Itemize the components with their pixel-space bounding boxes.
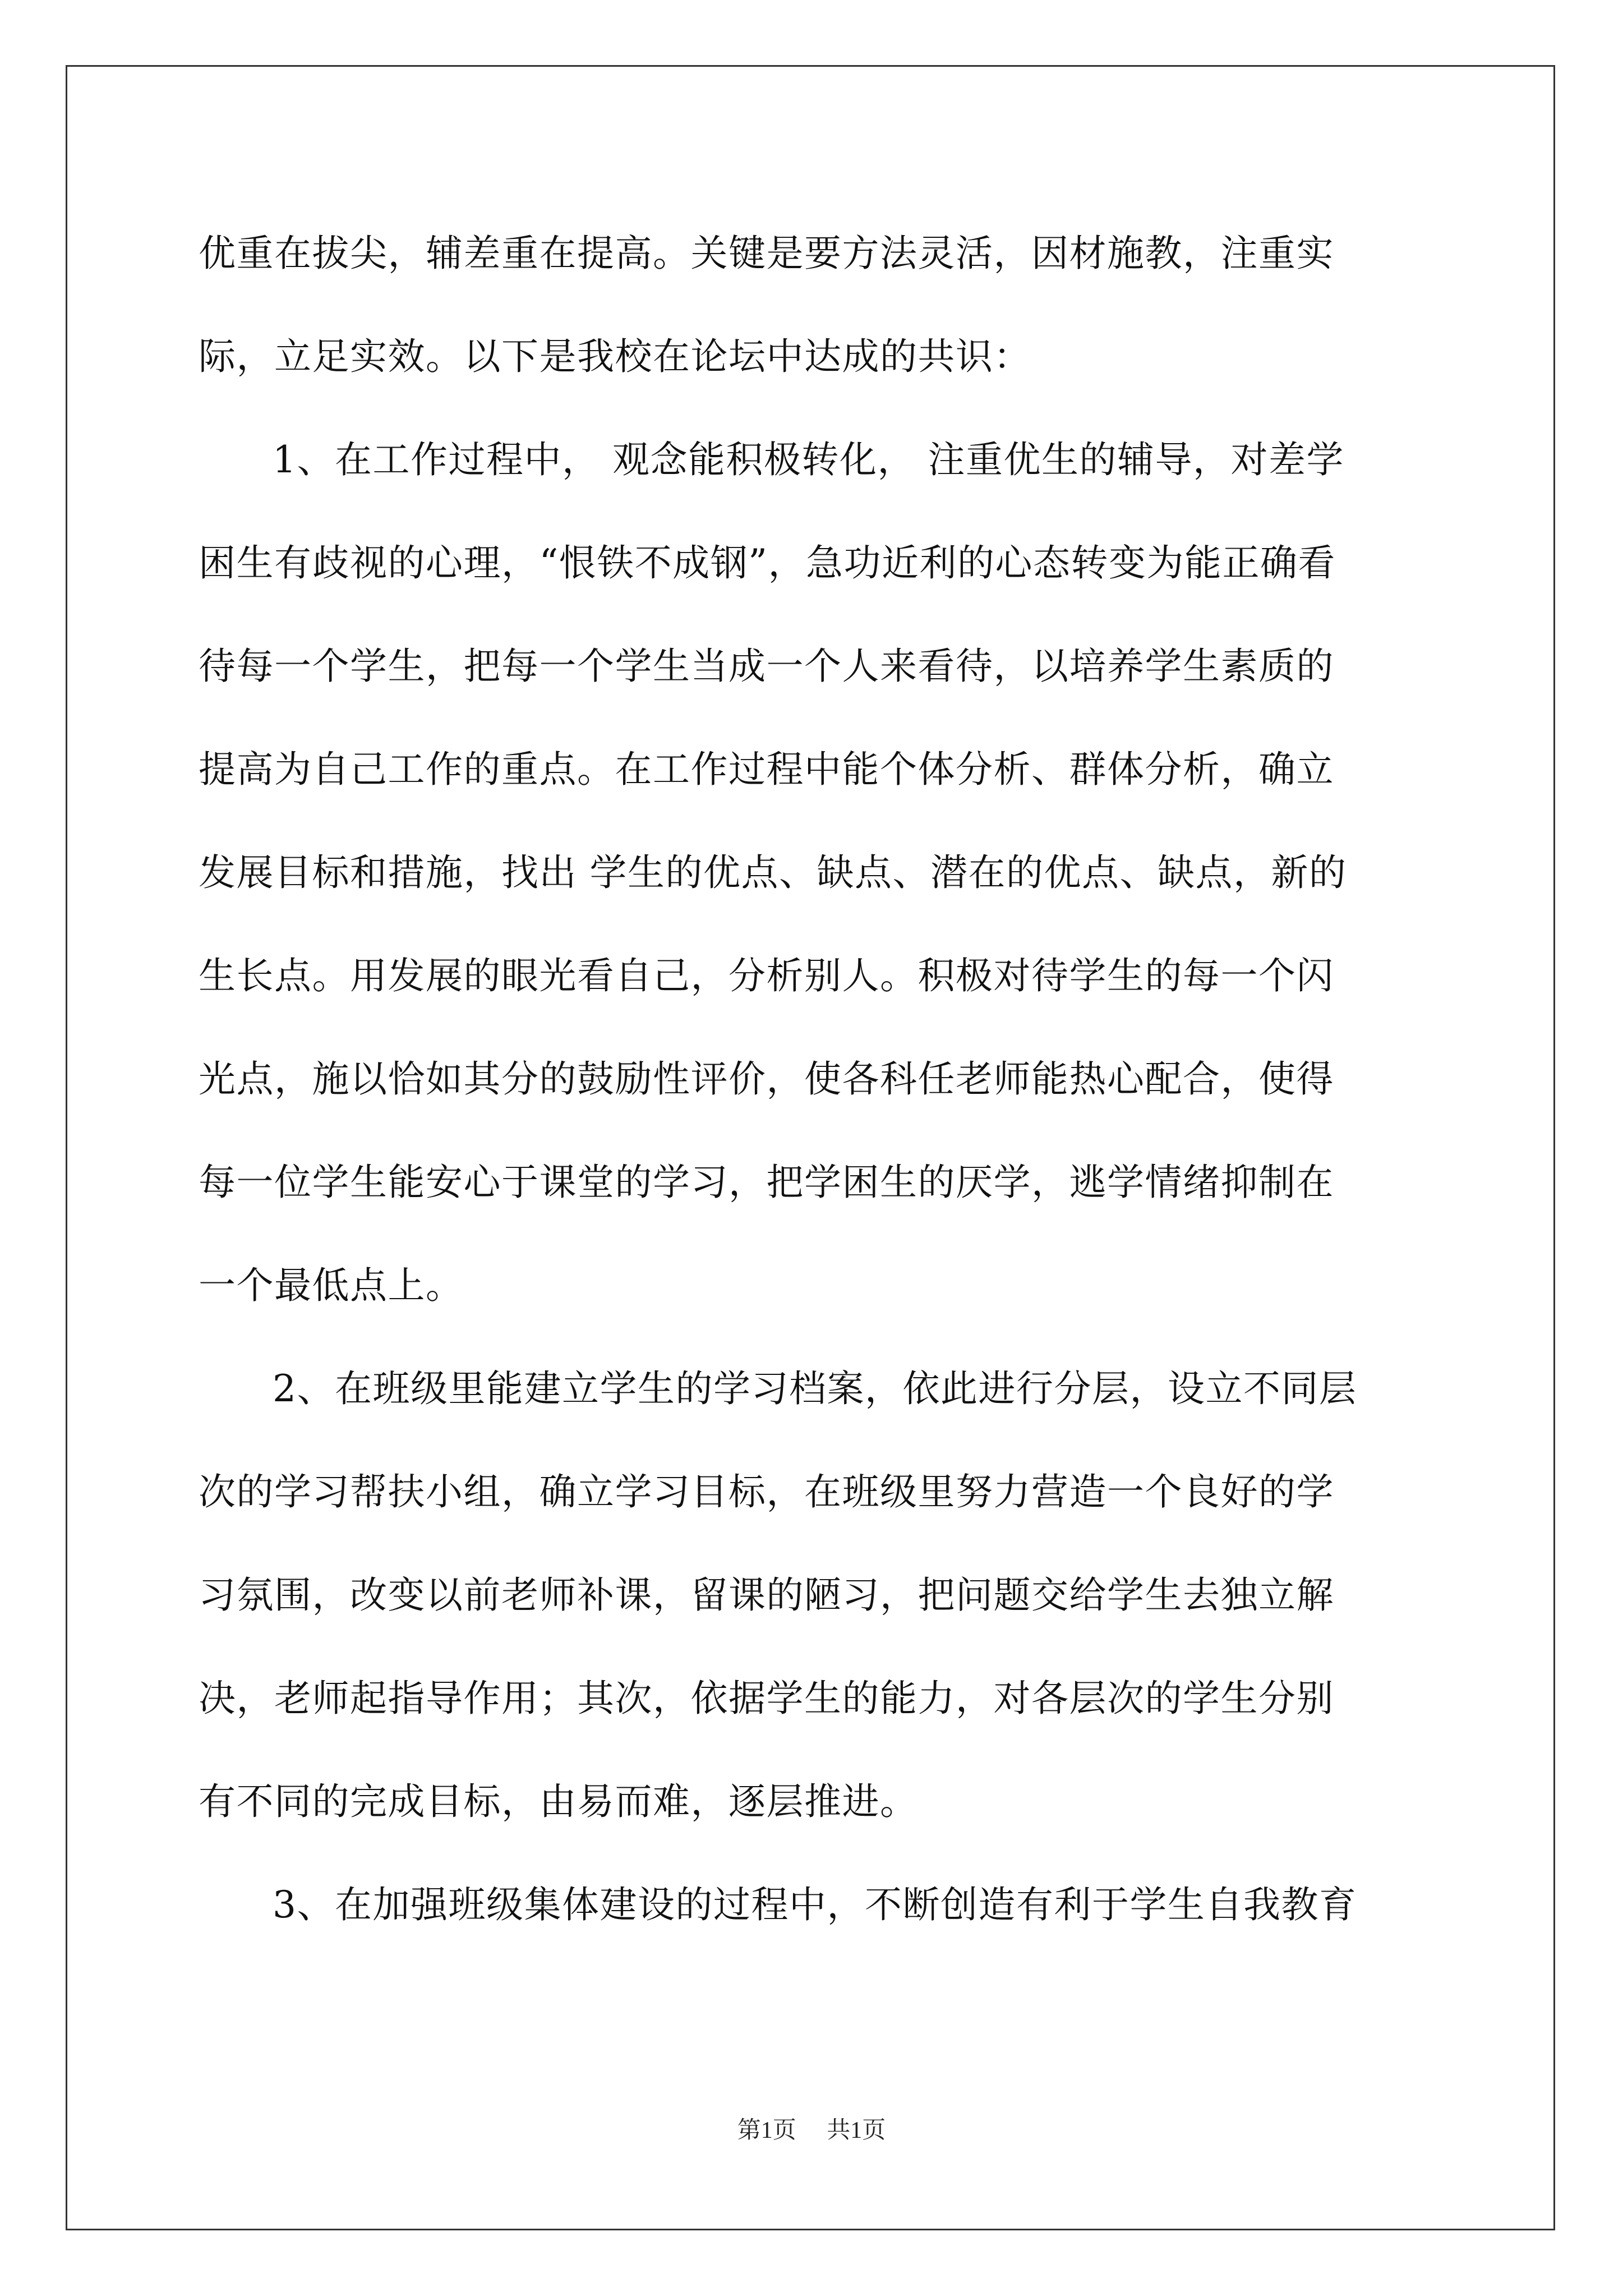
text-line: 际，立足实效。以下是我校在论坛中达成的共识： bbox=[199, 335, 1031, 378]
text-line: 有不同的完成目标，由易而难，逐层推进。 bbox=[199, 1780, 918, 1823]
text-line: 一个最低点上。 bbox=[199, 1264, 464, 1307]
paragraph-2-start: 2、在班级里能建立学生的学习档案，依此进行分层，设立不同层 bbox=[273, 1367, 1357, 1410]
text-line: 决，老师起指导作用；其次，依据学生的能力，对各层次的学生分别 bbox=[199, 1677, 1334, 1720]
page-number: 第1页 bbox=[737, 2118, 796, 2143]
page-footer bbox=[0, 2114, 1623, 2147]
text-line: 提高为自己工作的重点。在工作过程中能个体分析、群体分析，确立 bbox=[199, 748, 1334, 791]
paragraph-3-start: 3、在加强班级集体建设的过程中，不断创造有利于学生自我教育 bbox=[273, 1883, 1357, 1926]
text-line: 发展目标和措施，找出 学生的优点、缺点、潜在的优点、缺点，新的 bbox=[199, 851, 1347, 894]
text-line: 优重在拔尖，辅差重在提高。关键是要方法灵活，因材施教，注重实 bbox=[199, 232, 1334, 275]
document-body bbox=[199, 202, 1427, 1957]
text-line: 生长点。用发展的眼光看自己，分析别人。积极对待学生的每一个闪 bbox=[199, 954, 1334, 997]
text-line: 每一位学生能安心于课堂的学习，把学困生的厌学，逃学情绪抑制在 bbox=[199, 1161, 1334, 1204]
page-total: 共1页 bbox=[827, 2118, 886, 2143]
paragraph-1-start: 1、在工作过程中， 观念能积极转化， 注重优生的辅导，对差学 bbox=[273, 438, 1344, 481]
text-line: 待每一个学生，把每一个学生当成一个人来看待，以培养学生素质的 bbox=[199, 645, 1334, 688]
text-line: 习氛围，改变以前老师补课，留课的陋习，把问题交给学生去独立解 bbox=[199, 1573, 1334, 1617]
text-line: 次的学习帮扶小组，确立学习目标，在班级里努力营造一个良好的学 bbox=[199, 1470, 1334, 1513]
text-line: 光点，施以恰如其分的鼓励性评价，使各科任老师能热心配合，使得 bbox=[199, 1057, 1334, 1101]
text-line: 困生有歧视的心理，“恨铁不成钢”，急功近利的心态转变为能正确看 bbox=[199, 541, 1336, 585]
